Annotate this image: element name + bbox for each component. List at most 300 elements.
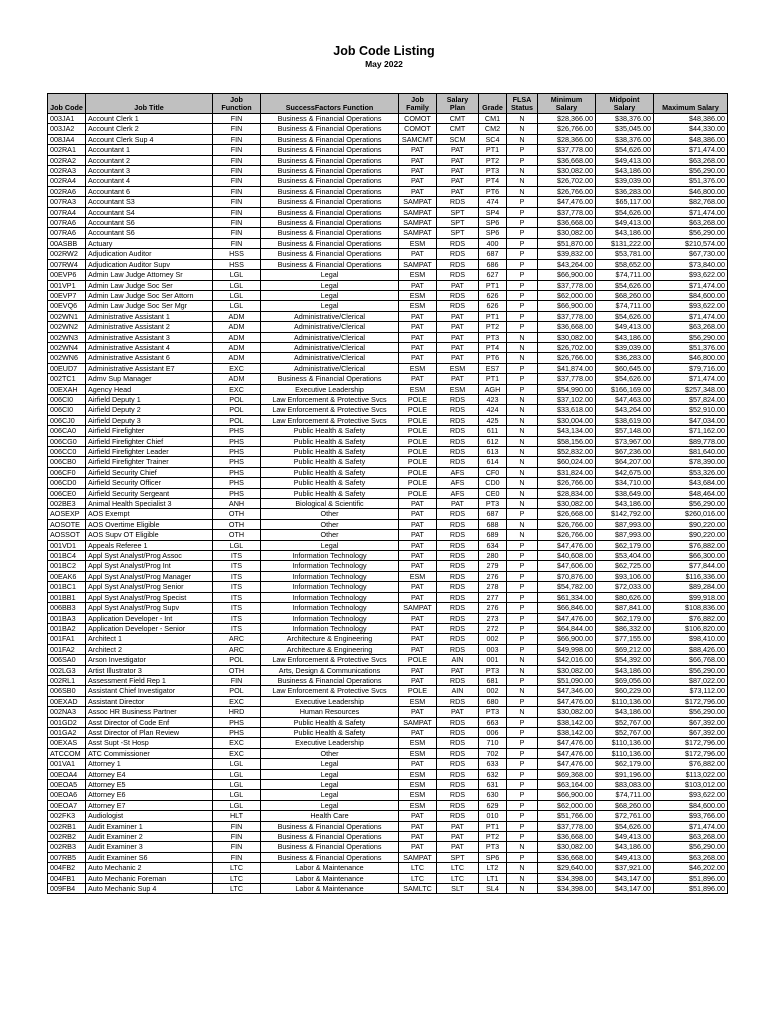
- cell-flsa-status: P: [507, 613, 538, 623]
- cell-job-title: Admin Law Judge Soc Ser Mgr: [86, 301, 213, 311]
- cell-minimum-salary: $34,398.00: [538, 884, 596, 894]
- cell-salary-plan: PAT: [437, 842, 479, 852]
- cell-salary-plan: AIN: [437, 686, 479, 696]
- cell-job-title: Admin Law Judge Soc Ser Attorn: [86, 290, 213, 300]
- cell-salary-plan: LTC: [437, 863, 479, 873]
- cell-grade: PT2: [479, 832, 507, 842]
- cell-flsa-status: P: [507, 717, 538, 727]
- cell-maximum-salary: $76,882.00: [654, 759, 728, 769]
- cell-job-family: POLE: [399, 436, 437, 446]
- cell-successfactors-function: Public Health & Safety: [261, 467, 399, 477]
- cell-salary-plan: RDS: [437, 811, 479, 821]
- cell-job-code: 007RB5: [48, 852, 86, 862]
- cell-job-code: 003JA1: [48, 114, 86, 124]
- cell-midpoint-salary: $65,117.00: [596, 197, 654, 207]
- table-row: [48, 363, 728, 373]
- cell-minimum-salary: $62,000.00: [538, 290, 596, 300]
- table-row: [48, 603, 728, 613]
- cell-job-title: Audit Examiner S6: [86, 852, 213, 862]
- cell-job-family: PAT: [399, 821, 437, 831]
- cell-minimum-salary: $47,476.00: [538, 540, 596, 550]
- cell-grade: 425: [479, 415, 507, 425]
- cell-flsa-status: P: [507, 259, 538, 269]
- cell-job-family: SAMPAT: [399, 852, 437, 862]
- job-code-table: [47, 93, 728, 894]
- cell-successfactors-function: Business & Financial Operations: [261, 832, 399, 842]
- cell-job-function: FIN: [213, 228, 261, 238]
- cell-grade: 277: [479, 592, 507, 602]
- cell-job-family: SAMPAT: [399, 228, 437, 238]
- cell-job-family: SAMLTC: [399, 884, 437, 894]
- cell-maximum-salary: $46,800.00: [654, 186, 728, 196]
- cell-minimum-salary: $37,778.00: [538, 821, 596, 831]
- cell-maximum-salary: $71,474.00: [654, 145, 728, 155]
- cell-successfactors-function: Law Enforcement & Protective Svcs: [261, 394, 399, 404]
- cell-successfactors-function: Business & Financial Operations: [261, 842, 399, 852]
- cell-midpoint-salary: $43,186.00: [596, 707, 654, 717]
- cell-midpoint-salary: $87,993.00: [596, 519, 654, 529]
- cell-salary-plan: RDS: [437, 613, 479, 623]
- cell-job-function: FIN: [213, 124, 261, 134]
- cell-salary-plan: SCM: [437, 134, 479, 144]
- cell-midpoint-salary: $39,039.00: [596, 342, 654, 352]
- cell-flsa-status: P: [507, 301, 538, 311]
- cell-successfactors-function: Biological & Scientific: [261, 499, 399, 509]
- cell-job-function: ADM: [213, 311, 261, 321]
- cell-minimum-salary: $64,844.00: [538, 623, 596, 633]
- cell-salary-plan: RDS: [437, 727, 479, 737]
- cell-successfactors-function: Human Resources: [261, 707, 399, 717]
- cell-maximum-salary: $48,386.00: [654, 134, 728, 144]
- cell-flsa-status: P: [507, 540, 538, 550]
- cell-job-function: PHS: [213, 727, 261, 737]
- cell-maximum-salary: $79,716.00: [654, 363, 728, 373]
- cell-job-code: 00EOA5: [48, 780, 86, 790]
- cell-midpoint-salary: $131,222.00: [596, 238, 654, 248]
- cell-job-family: PAT: [399, 166, 437, 176]
- table-row: [48, 727, 728, 737]
- cell-job-title: Auto Mechanic Sup 4: [86, 884, 213, 894]
- cell-job-code: 007RW4: [48, 259, 86, 269]
- table-row: [48, 696, 728, 706]
- cell-salary-plan: RDS: [437, 780, 479, 790]
- cell-job-code: 004FB2: [48, 863, 86, 873]
- cell-job-family: ESM: [399, 738, 437, 748]
- cell-job-code: 001GD2: [48, 717, 86, 727]
- cell-midpoint-salary: $72,033.00: [596, 582, 654, 592]
- cell-job-family: PAT: [399, 842, 437, 852]
- cell-job-code: 007RA6: [48, 218, 86, 228]
- cell-job-family: POLE: [399, 394, 437, 404]
- cell-job-code: 006CE0: [48, 488, 86, 498]
- cell-midpoint-salary: $166,169.00: [596, 384, 654, 394]
- table-row: [48, 800, 728, 810]
- cell-flsa-status: P: [507, 384, 538, 394]
- cell-minimum-salary: $26,702.00: [538, 176, 596, 186]
- cell-job-code: 006CF0: [48, 467, 86, 477]
- header-midpoint-salary: Midpoint Salary: [596, 94, 654, 114]
- cell-job-function: LGL: [213, 280, 261, 290]
- cell-successfactors-function: Labor & Maintenance: [261, 873, 399, 883]
- cell-flsa-status: P: [507, 727, 538, 737]
- cell-job-code: 002RA6: [48, 186, 86, 196]
- cell-job-function: LTC: [213, 863, 261, 873]
- cell-job-family: ESM: [399, 301, 437, 311]
- cell-job-family: ESM: [399, 696, 437, 706]
- cell-flsa-status: N: [507, 467, 538, 477]
- cell-salary-plan: RDS: [437, 634, 479, 644]
- header-grade: Grade: [479, 94, 507, 114]
- cell-minimum-salary: $66,900.00: [538, 270, 596, 280]
- table-row: [48, 686, 728, 696]
- table-row: [48, 675, 728, 685]
- cell-salary-plan: RDS: [437, 519, 479, 529]
- table-row: [48, 259, 728, 269]
- cell-job-code: AOSEXP: [48, 509, 86, 519]
- cell-job-title: Appl Syst Analyst/Prog Specist: [86, 592, 213, 602]
- table-row: [48, 571, 728, 581]
- cell-minimum-salary: $36,668.00: [538, 852, 596, 862]
- table-row: [48, 769, 728, 779]
- cell-midpoint-salary: $142,792.00: [596, 509, 654, 519]
- cell-maximum-salary: $260,016.00: [654, 509, 728, 519]
- cell-grade: CM1: [479, 114, 507, 124]
- cell-minimum-salary: $69,368.00: [538, 769, 596, 779]
- cell-maximum-salary: $113,022.00: [654, 769, 728, 779]
- cell-midpoint-salary: $43,186.00: [596, 842, 654, 852]
- cell-grade: 001: [479, 655, 507, 665]
- cell-salary-plan: CMT: [437, 114, 479, 124]
- cell-successfactors-function: Information Technology: [261, 613, 399, 623]
- cell-grade: CF0: [479, 467, 507, 477]
- cell-maximum-salary: $67,392.00: [654, 727, 728, 737]
- cell-salary-plan: PAT: [437, 342, 479, 352]
- cell-job-code: 006CJ0: [48, 415, 86, 425]
- cell-midpoint-salary: $83,083.00: [596, 780, 654, 790]
- cell-job-family: PAT: [399, 499, 437, 509]
- cell-job-family: PAT: [399, 186, 437, 196]
- cell-minimum-salary: $26,668.00: [538, 509, 596, 519]
- cell-salary-plan: RDS: [437, 249, 479, 259]
- cell-job-title: Architect 1: [86, 634, 213, 644]
- cell-flsa-status: N: [507, 353, 538, 363]
- cell-midpoint-salary: $77,155.00: [596, 634, 654, 644]
- cell-successfactors-function: Information Technology: [261, 592, 399, 602]
- cell-minimum-salary: $37,102.00: [538, 394, 596, 404]
- cell-midpoint-salary: $38,376.00: [596, 134, 654, 144]
- cell-maximum-salary: $103,012.00: [654, 780, 728, 790]
- cell-job-family: PAT: [399, 509, 437, 519]
- cell-successfactors-function: Business & Financial Operations: [261, 675, 399, 685]
- cell-grade: 423: [479, 394, 507, 404]
- cell-job-function: ITS: [213, 603, 261, 613]
- cell-job-title: Audit Examiner 2: [86, 832, 213, 842]
- cell-job-function: OTH: [213, 519, 261, 529]
- cell-job-function: FIN: [213, 176, 261, 186]
- cell-job-function: PHS: [213, 447, 261, 457]
- cell-job-function: ITS: [213, 561, 261, 571]
- cell-minimum-salary: $47,476.00: [538, 613, 596, 623]
- cell-successfactors-function: Business & Financial Operations: [261, 218, 399, 228]
- cell-flsa-status: P: [507, 790, 538, 800]
- cell-job-title: Administrative Assistant 6: [86, 353, 213, 363]
- cell-maximum-salary: $63,268.00: [654, 322, 728, 332]
- table-body: [48, 114, 728, 894]
- cell-maximum-salary: $56,290.00: [654, 842, 728, 852]
- cell-job-title: Arson Investigator: [86, 655, 213, 665]
- cell-job-function: FIN: [213, 238, 261, 248]
- cell-job-code: ATCCOM: [48, 748, 86, 758]
- cell-flsa-status: P: [507, 311, 538, 321]
- cell-grade: PT3: [479, 842, 507, 852]
- cell-grade: SC4: [479, 134, 507, 144]
- cell-salary-plan: RDS: [437, 238, 479, 248]
- cell-midpoint-salary: $43,186.00: [596, 332, 654, 342]
- table-row: [48, 811, 728, 821]
- cell-salary-plan: RDS: [437, 603, 479, 613]
- table-row: [48, 509, 728, 519]
- cell-job-title: Airfield Security Chief: [86, 467, 213, 477]
- cell-grade: PT4: [479, 342, 507, 352]
- cell-job-function: FIN: [213, 852, 261, 862]
- cell-job-code: 007RA3: [48, 197, 86, 207]
- cell-job-function: POL: [213, 686, 261, 696]
- cell-midpoint-salary: $69,056.00: [596, 675, 654, 685]
- cell-job-family: ESM: [399, 363, 437, 373]
- cell-job-function: PHS: [213, 717, 261, 727]
- cell-grade: 273: [479, 613, 507, 623]
- cell-job-family: PAT: [399, 540, 437, 550]
- table-row: [48, 707, 728, 717]
- cell-minimum-salary: $54,782.00: [538, 582, 596, 592]
- cell-job-code: 00EOA7: [48, 800, 86, 810]
- cell-midpoint-salary: $64,207.00: [596, 457, 654, 467]
- cell-maximum-salary: $89,284.00: [654, 582, 728, 592]
- cell-job-family: PAT: [399, 353, 437, 363]
- cell-maximum-salary: $93,622.00: [654, 270, 728, 280]
- cell-job-title: Artist Illustrator 3: [86, 665, 213, 675]
- cell-job-title: Attorney E5: [86, 780, 213, 790]
- cell-grade: 626: [479, 301, 507, 311]
- cell-maximum-salary: $172,796.00: [654, 748, 728, 758]
- header-flsa-status: FLSA Status: [507, 94, 538, 114]
- cell-flsa-status: P: [507, 551, 538, 561]
- cell-midpoint-salary: $39,039.00: [596, 176, 654, 186]
- cell-successfactors-function: Business & Financial Operations: [261, 228, 399, 238]
- cell-minimum-salary: $33,618.00: [538, 405, 596, 415]
- cell-minimum-salary: $30,082.00: [538, 499, 596, 509]
- cell-job-function: HSS: [213, 259, 261, 269]
- cell-flsa-status: N: [507, 176, 538, 186]
- cell-job-title: Account Clerk 2: [86, 124, 213, 134]
- cell-flsa-status: P: [507, 218, 538, 228]
- cell-midpoint-salary: $58,652.00: [596, 259, 654, 269]
- cell-minimum-salary: $30,082.00: [538, 665, 596, 675]
- cell-salary-plan: AFS: [437, 488, 479, 498]
- cell-minimum-salary: $30,082.00: [538, 707, 596, 717]
- cell-midpoint-salary: $74,711.00: [596, 790, 654, 800]
- cell-midpoint-salary: $54,626.00: [596, 145, 654, 155]
- cell-midpoint-salary: $73,967.00: [596, 436, 654, 446]
- table-row: [48, 405, 728, 415]
- cell-job-code: 007RA6: [48, 228, 86, 238]
- cell-flsa-status: P: [507, 561, 538, 571]
- cell-successfactors-function: Information Technology: [261, 582, 399, 592]
- cell-job-code: 001VP1: [48, 280, 86, 290]
- table-row: [48, 384, 728, 394]
- cell-successfactors-function: Law Enforcement & Protective Svcs: [261, 655, 399, 665]
- cell-job-title: Airfield Firefighter Chief: [86, 436, 213, 446]
- cell-successfactors-function: Business & Financial Operations: [261, 124, 399, 134]
- cell-job-title: Assoc HR Business Partner: [86, 707, 213, 717]
- cell-grade: SP6: [479, 228, 507, 238]
- cell-job-title: Appl Syst Analyst/Prog Senior: [86, 582, 213, 592]
- cell-job-title: Asst Supt -St Hosp: [86, 738, 213, 748]
- table-row: [48, 530, 728, 540]
- cell-job-function: LGL: [213, 790, 261, 800]
- cell-midpoint-salary: $68,260.00: [596, 290, 654, 300]
- cell-job-family: PAT: [399, 530, 437, 540]
- cell-successfactors-function: Business & Financial Operations: [261, 166, 399, 176]
- cell-midpoint-salary: $110,136.00: [596, 748, 654, 758]
- table-row: [48, 176, 728, 186]
- cell-job-code: 001FA2: [48, 644, 86, 654]
- cell-flsa-status: N: [507, 499, 538, 509]
- cell-maximum-salary: $90,220.00: [654, 519, 728, 529]
- cell-minimum-salary: $30,082.00: [538, 166, 596, 176]
- cell-job-family: PAT: [399, 342, 437, 352]
- header-salary-plan: Salary Plan: [437, 94, 479, 114]
- cell-job-family: SAMPAT: [399, 197, 437, 207]
- cell-job-title: AOS Supv OT Eligible: [86, 530, 213, 540]
- cell-job-code: 001GA2: [48, 727, 86, 737]
- table-row: [48, 228, 728, 238]
- cell-salary-plan: RDS: [437, 759, 479, 769]
- cell-successfactors-function: Administrative/Clerical: [261, 353, 399, 363]
- table-row: [48, 207, 728, 217]
- table-row: [48, 759, 728, 769]
- cell-salary-plan: RDS: [437, 644, 479, 654]
- cell-successfactors-function: Business & Financial Operations: [261, 145, 399, 155]
- cell-grade: 010: [479, 811, 507, 821]
- cell-job-code: 001VA1: [48, 759, 86, 769]
- cell-flsa-status: N: [507, 186, 538, 196]
- cell-flsa-status: P: [507, 228, 538, 238]
- table-row: [48, 613, 728, 623]
- table-row: [48, 738, 728, 748]
- table-row: [48, 322, 728, 332]
- cell-job-title: AOS Overtime Eligible: [86, 519, 213, 529]
- cell-job-code: 001BB1: [48, 592, 86, 602]
- cell-job-title: Actuary: [86, 238, 213, 248]
- cell-maximum-salary: $43,684.00: [654, 478, 728, 488]
- cell-job-code: 001FA1: [48, 634, 86, 644]
- cell-successfactors-function: Administrative/Clerical: [261, 311, 399, 321]
- table-row: [48, 540, 728, 550]
- cell-job-function: ANH: [213, 499, 261, 509]
- cell-midpoint-salary: $80,626.00: [596, 592, 654, 602]
- cell-midpoint-salary: $43,186.00: [596, 166, 654, 176]
- cell-grade: 614: [479, 457, 507, 467]
- cell-job-function: ITS: [213, 613, 261, 623]
- cell-maximum-salary: $44,330.00: [654, 124, 728, 134]
- cell-flsa-status: N: [507, 686, 538, 696]
- cell-grade: 424: [479, 405, 507, 415]
- cell-minimum-salary: $62,000.00: [538, 800, 596, 810]
- cell-job-title: Accountant 1: [86, 145, 213, 155]
- cell-salary-plan: RDS: [437, 509, 479, 519]
- cell-minimum-salary: $42,016.00: [538, 655, 596, 665]
- cell-maximum-salary: $78,390.00: [654, 457, 728, 467]
- cell-flsa-status: P: [507, 759, 538, 769]
- cell-job-title: Accountant S6: [86, 218, 213, 228]
- cell-successfactors-function: Executive Leadership: [261, 738, 399, 748]
- cell-midpoint-salary: $36,283.00: [596, 186, 654, 196]
- header-maximum-salary: Maximum Salary: [654, 94, 728, 114]
- cell-salary-plan: PAT: [437, 186, 479, 196]
- cell-job-title: Assessment Field Rep 1: [86, 675, 213, 685]
- cell-minimum-salary: $26,702.00: [538, 342, 596, 352]
- cell-maximum-salary: $172,796.00: [654, 738, 728, 748]
- cell-job-title: Account Clerk Sup 4: [86, 134, 213, 144]
- cell-midpoint-salary: $35,045.00: [596, 124, 654, 134]
- cell-salary-plan: RDS: [437, 769, 479, 779]
- cell-job-family: ESM: [399, 290, 437, 300]
- table-row: [48, 634, 728, 644]
- cell-grade: 632: [479, 769, 507, 779]
- cell-job-family: SAMPAT: [399, 603, 437, 613]
- cell-flsa-status: N: [507, 166, 538, 176]
- cell-grade: PT3: [479, 332, 507, 342]
- cell-successfactors-function: Business & Financial Operations: [261, 238, 399, 248]
- cell-job-code: 001VD1: [48, 540, 86, 550]
- cell-salary-plan: RDS: [437, 457, 479, 467]
- cell-grade: 702: [479, 748, 507, 758]
- cell-job-code: 006SA0: [48, 655, 86, 665]
- cell-minimum-salary: $36,668.00: [538, 155, 596, 165]
- cell-grade: 626: [479, 290, 507, 300]
- cell-job-code: AOSSOT: [48, 530, 86, 540]
- cell-flsa-status: P: [507, 780, 538, 790]
- cell-job-code: 001BC1: [48, 582, 86, 592]
- cell-maximum-salary: $63,268.00: [654, 832, 728, 842]
- table-row: [48, 457, 728, 467]
- cell-flsa-status: P: [507, 509, 538, 519]
- table-row: [48, 852, 728, 862]
- cell-minimum-salary: $51,766.00: [538, 811, 596, 821]
- cell-salary-plan: RDS: [437, 800, 479, 810]
- cell-grade: PT3: [479, 665, 507, 675]
- table-row: [48, 238, 728, 248]
- cell-midpoint-salary: $54,626.00: [596, 311, 654, 321]
- cell-job-code: 006CG0: [48, 436, 86, 446]
- cell-job-code: 002RA2: [48, 155, 86, 165]
- cell-job-code: 00EVQ6: [48, 301, 86, 311]
- cell-salary-plan: RDS: [437, 270, 479, 280]
- cell-salary-plan: RDS: [437, 790, 479, 800]
- cell-maximum-salary: $106,820.00: [654, 623, 728, 633]
- cell-maximum-salary: $93,622.00: [654, 301, 728, 311]
- cell-flsa-status: P: [507, 675, 538, 685]
- cell-flsa-status: P: [507, 270, 538, 280]
- cell-job-family: SAMPAT: [399, 259, 437, 269]
- cell-minimum-salary: $30,082.00: [538, 228, 596, 238]
- cell-job-family: LTC: [399, 863, 437, 873]
- cell-job-title: Adjudication Auditor Supv: [86, 259, 213, 269]
- cell-job-family: PAT: [399, 811, 437, 821]
- cell-salary-plan: RDS: [437, 738, 479, 748]
- cell-job-function: ITS: [213, 582, 261, 592]
